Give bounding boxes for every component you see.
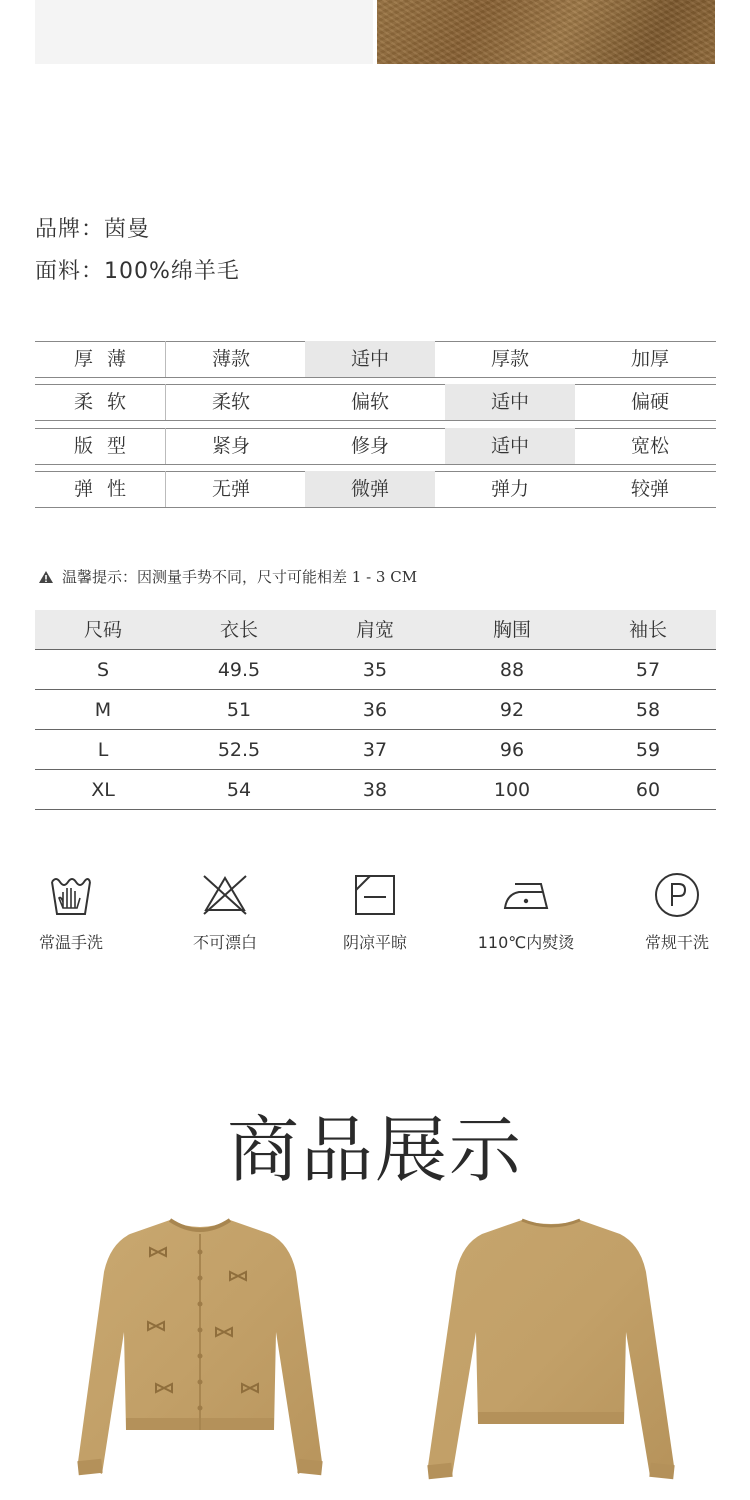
- hand-wash-icon: [16, 872, 126, 918]
- size-cell: 59: [635, 739, 661, 761]
- size-cell: 36: [362, 699, 388, 721]
- size-notice: [38, 566, 417, 588]
- size-cell: 60: [635, 779, 661, 801]
- attribute-label: 柔软: [73, 391, 140, 413]
- table-row: [35, 770, 716, 810]
- size-header-cell: 袖长: [628, 619, 667, 641]
- attribute-row: [35, 341, 716, 377]
- care-item-hand-wash: [16, 872, 126, 953]
- size-cell: 35: [362, 659, 388, 681]
- attribute-row: [35, 471, 716, 507]
- attribute-row: [35, 428, 716, 464]
- attribute-option: 修身: [350, 435, 389, 457]
- attribute-option-selected: 适中: [445, 428, 575, 464]
- size-cell: 49.5: [217, 659, 261, 681]
- dry-clean-icon: [622, 872, 732, 918]
- attribute-option: 柔软: [211, 391, 250, 413]
- care-label: 阴凉平晾: [342, 933, 407, 952]
- size-cell: 100: [493, 779, 531, 801]
- attribute-label: 弹性: [73, 478, 140, 500]
- attribute-option: 偏软: [350, 391, 389, 413]
- no-bleach-icon: [170, 872, 280, 918]
- cardigan-back-image: [420, 1212, 682, 1486]
- care-item-dry-clean: [622, 872, 732, 953]
- attribute-option: 紧身: [211, 435, 250, 457]
- attribute-label: 厚薄: [73, 348, 140, 370]
- warning-icon: [38, 570, 54, 588]
- size-cell: 58: [635, 699, 661, 721]
- size-cell: 96: [499, 739, 525, 761]
- attribute-label: 版型: [73, 435, 140, 457]
- size-table-header: [35, 610, 716, 650]
- attribute-option: 薄款: [211, 348, 250, 370]
- iron-icon: [471, 872, 581, 918]
- product-photo-light: [35, 0, 373, 64]
- size-cell: S: [96, 659, 110, 681]
- size-cell: 88: [499, 659, 525, 681]
- size-header-cell: 肩宽: [355, 619, 394, 641]
- care-label: 110℃内熨烫: [477, 933, 575, 952]
- size-header-cell: 尺码: [83, 619, 122, 641]
- attribute-option: 宽松: [630, 435, 669, 457]
- attribute-option-selected: 适中: [305, 341, 435, 377]
- section-title: 商品展示: [226, 1108, 523, 1192]
- table-row: [35, 730, 716, 770]
- care-label: 不可漂白: [192, 933, 257, 952]
- attribute-option: 偏硬: [630, 391, 669, 413]
- attribute-option: 无弹: [211, 478, 250, 500]
- size-cell: 92: [499, 699, 525, 721]
- attribute-option-selected: 适中: [445, 384, 575, 420]
- care-label: 常温手洗: [38, 933, 103, 952]
- attribute-option: 较弹: [630, 478, 669, 500]
- size-cell: 54: [226, 779, 252, 801]
- attribute-row: [35, 384, 716, 420]
- care-label: 常规干洗: [644, 933, 709, 952]
- size-cell: 52.5: [217, 739, 261, 761]
- cardigan-front-image: [70, 1212, 330, 1486]
- size-cell: M: [94, 699, 112, 721]
- product-photo-knit-texture: [377, 0, 715, 64]
- care-item-no-bleach: [170, 872, 280, 953]
- size-header-cell: 衣长: [219, 619, 258, 641]
- size-cell: 57: [635, 659, 661, 681]
- care-item-iron: [471, 872, 581, 953]
- size-cell: L: [97, 739, 109, 761]
- attribute-option: 弹力: [490, 478, 529, 500]
- dry-flat-shade-icon: [320, 872, 430, 918]
- size-cell: 38: [362, 779, 388, 801]
- size-cell: 51: [226, 699, 252, 721]
- table-row: [35, 690, 716, 730]
- attribute-option: 厚款: [490, 348, 529, 370]
- size-cell: 37: [362, 739, 388, 761]
- care-item-dry-flat: [320, 872, 430, 953]
- fabric-line: 面料：100%绵羊毛: [35, 259, 240, 284]
- size-cell: XL: [91, 779, 115, 801]
- attribute-option-selected: 微弹: [305, 471, 435, 507]
- attribute-option: 加厚: [630, 348, 669, 370]
- brand-line: 品牌：茵曼: [35, 217, 151, 242]
- notice-text: 温馨提示：因测量手势不同，尺寸可能相差 1 - 3 CM: [62, 568, 418, 586]
- size-header-cell: 胸围: [492, 619, 531, 641]
- table-row: [35, 650, 716, 690]
